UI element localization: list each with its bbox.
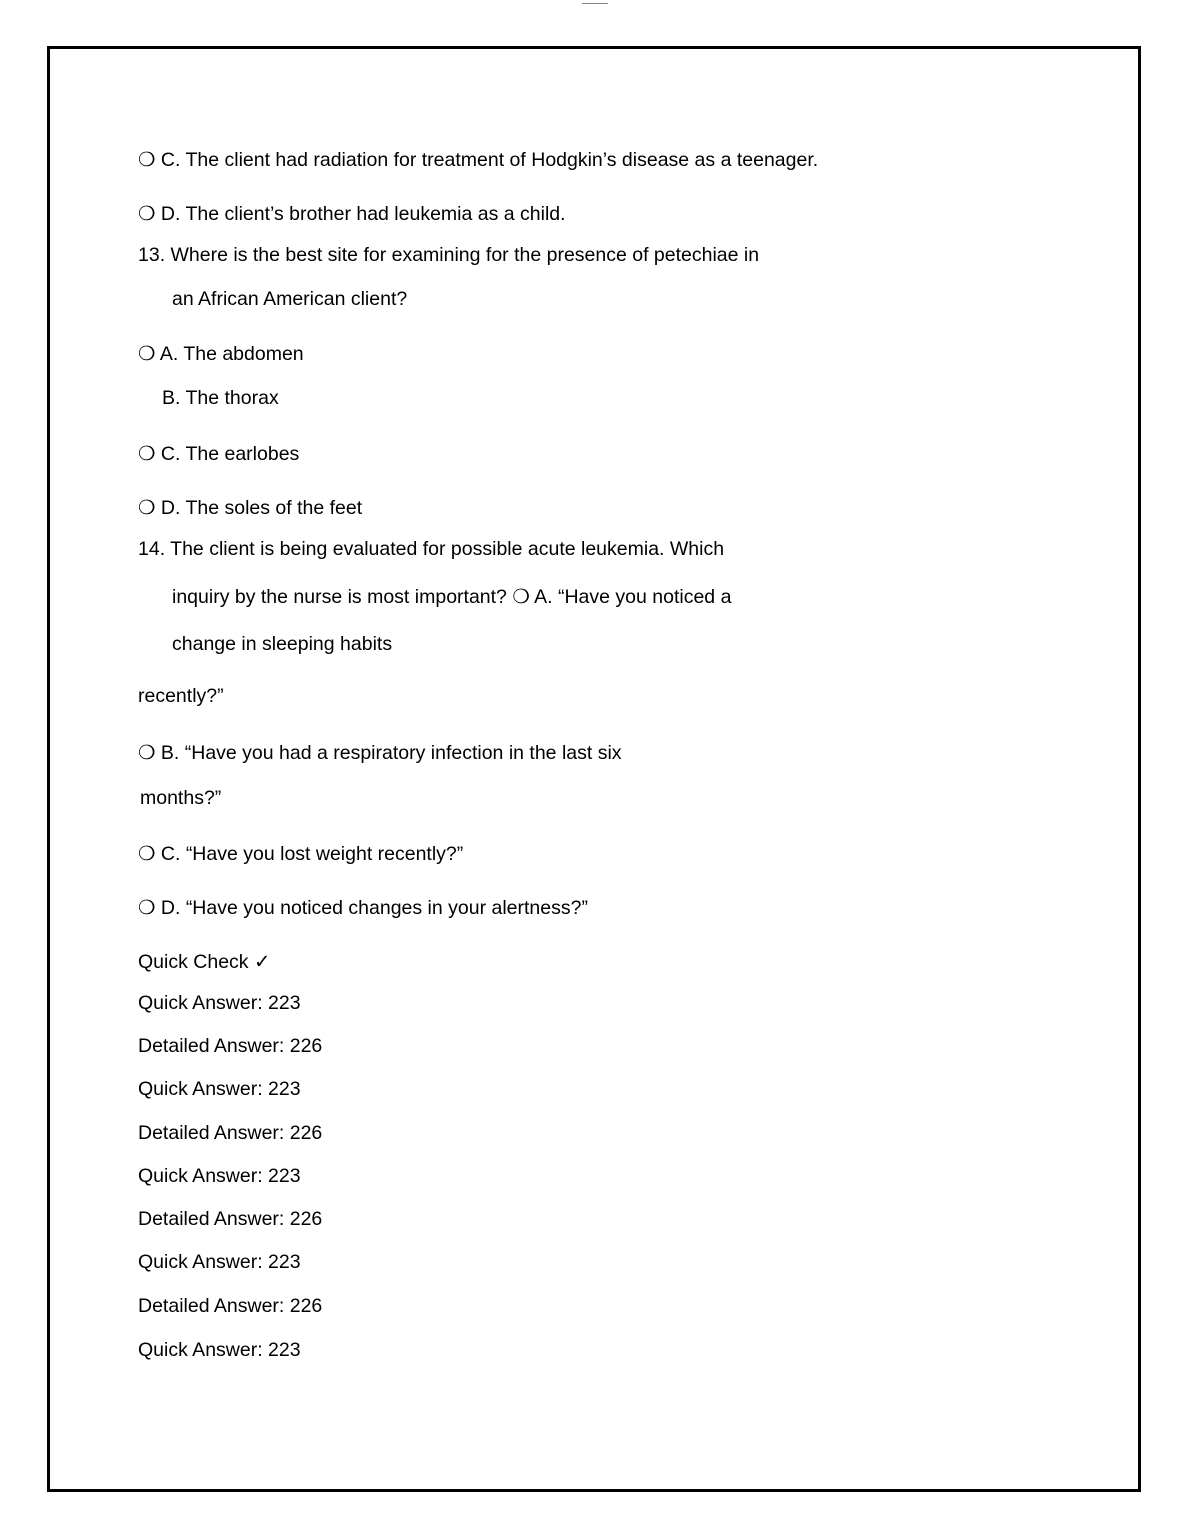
option-13d: ❍ D. The soles of the feet xyxy=(138,497,363,519)
option-12d: ❍ D. The client’s brother had leukemia as a child. xyxy=(138,203,566,225)
quick-answer-ref: Quick Answer: 223 xyxy=(138,1078,301,1100)
question-14-line-2: inquiry by the nurse is most important? ❍ A. “Have you noticed a xyxy=(172,586,732,608)
quick-answer-ref: Quick Answer: 223 xyxy=(138,992,301,1014)
quick-answer-ref: Quick Answer: 223 xyxy=(138,1165,301,1187)
option-13b: B. The thorax xyxy=(162,387,279,409)
detailed-answer-ref: Detailed Answer: 226 xyxy=(138,1295,323,1317)
header-mark xyxy=(582,0,608,4)
detailed-answer-ref: Detailed Answer: 226 xyxy=(138,1208,323,1230)
option-14b-line-1: ❍ B. “Have you had a respiratory infection in the last six xyxy=(138,742,622,764)
question-13-line-1: 13. Where is the best site for examining for the presence of petechiae in xyxy=(138,244,760,266)
quick-answer-ref: Quick Answer: 223 xyxy=(138,1251,301,1273)
option-13a: ❍ A. The abdomen xyxy=(138,343,304,365)
option-14d: ❍ D. “Have you noticed changes in your alertness?” xyxy=(138,897,588,919)
option-12c: ❍ C. The client had radiation for treatment of Hodgkin’s disease as a teenager. xyxy=(138,149,819,171)
question-14-line-1: 14. The client is being evaluated for possible acute leukemia. Which xyxy=(138,538,725,560)
detailed-answer-ref: Detailed Answer: 226 xyxy=(138,1122,323,1144)
option-14a-line-2: recently?” xyxy=(138,685,224,707)
option-14a-line-1: change in sleeping habits xyxy=(172,633,393,655)
option-14c: ❍ C. “Have you lost weight recently?” xyxy=(138,843,464,865)
quick-answer-ref: Quick Answer: 223 xyxy=(138,1339,301,1361)
option-13c: ❍ C. The earlobes xyxy=(138,443,300,465)
question-13-line-2: an African American client? xyxy=(172,288,408,310)
quick-check-label: Quick Check ✓ xyxy=(138,951,271,973)
detailed-answer-ref: Detailed Answer: 226 xyxy=(138,1035,323,1057)
option-14b-line-2: months?” xyxy=(140,787,222,809)
